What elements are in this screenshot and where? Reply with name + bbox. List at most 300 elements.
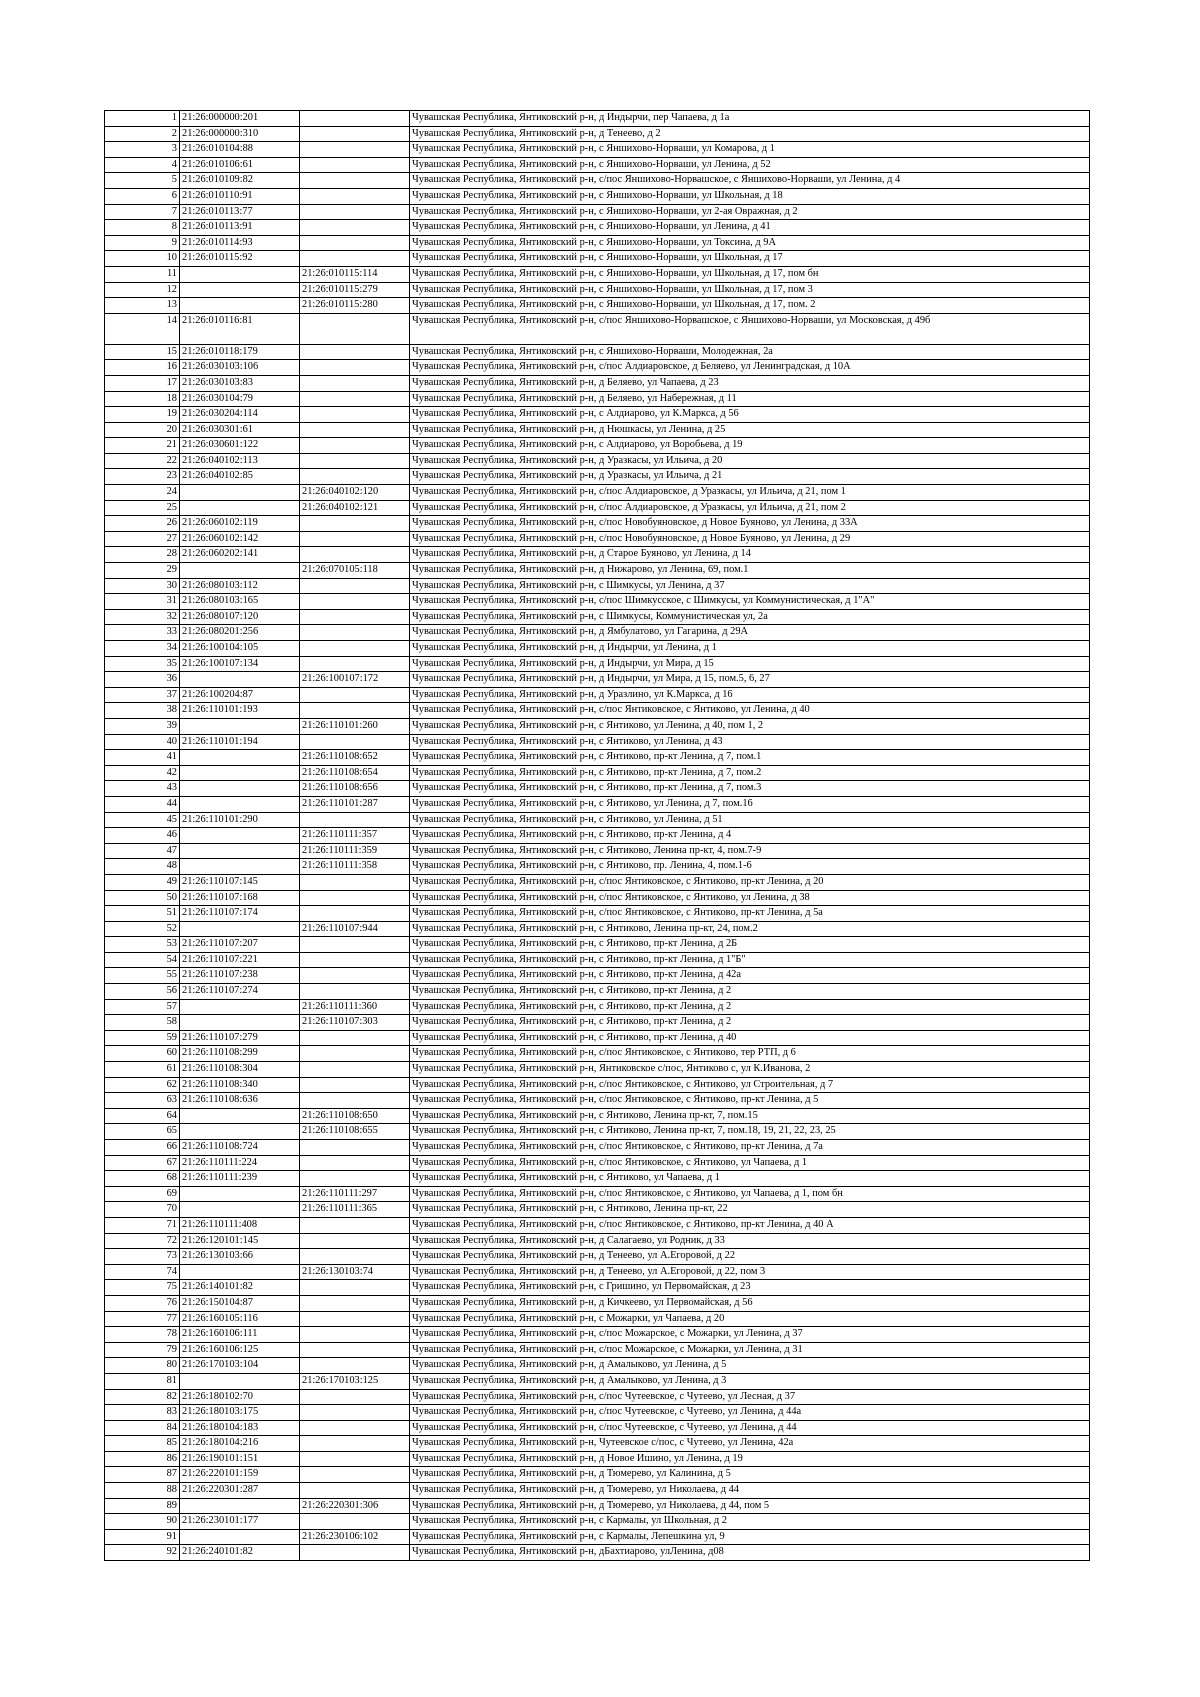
address-cell: [410, 656, 1090, 672]
address-cell: [410, 251, 1090, 267]
premises-cadastral-number-cell: [300, 142, 410, 158]
address-prefix: Чувашская Республика, Янтиковский р-н,: [412, 408, 599, 420]
address-text: с Яншихово-Норваши, ул Токсина, д 9А: [598, 236, 776, 248]
premises-cadastral-number-cell: [300, 1327, 410, 1343]
address-text: с Алдиарово, ул Воробьева, д 19: [598, 439, 743, 451]
address-prefix: Чувашская Республика, Янтиковский р-н,: [412, 985, 599, 997]
premises-cadastral-number-cell: [300, 1420, 410, 1436]
address-text: с/пос Янтиковское, с Янтиково, ул Ленина, д 40: [598, 704, 810, 716]
address-text: Чутеевское с/пос, с Чутеево, ул Ленина, 42а: [598, 1437, 794, 1449]
address-cell: [410, 734, 1090, 750]
table-row: [105, 111, 1090, 127]
address-prefix: Чувашская Республика, Янтиковский р-н,: [412, 1359, 599, 1371]
row-number-cell: 72: [105, 1233, 180, 1249]
premises-cadastral-number-cell: 21:26:040102:121: [300, 500, 410, 516]
address-cell: [410, 1155, 1090, 1171]
premises-cadastral-number-cell: [300, 516, 410, 532]
address-cell: [410, 952, 1090, 968]
address-text: с/пос Янтиковское, с Янтиково, пр-кт Ленина, д 7а: [598, 1141, 823, 1152]
address-cell: [410, 1467, 1090, 1483]
cadastral-number-cell: 21:26:110108:636: [180, 1093, 300, 1109]
premises-cadastral-number-cell: [300, 1062, 410, 1078]
address-cell: [410, 641, 1090, 657]
address-text: с Янтиково, пр-кт Ленина, д 7, пом.3: [598, 782, 762, 794]
address-cell: [410, 1093, 1090, 1109]
table-row: [105, 157, 1090, 173]
table-row: [105, 360, 1090, 376]
premises-cadastral-number-cell: [300, 968, 410, 984]
cadastral-number-cell: 21:26:110111:224: [180, 1155, 300, 1171]
row-number-cell: 43: [105, 781, 180, 797]
cadastral-number-cell: 21:26:110101:194: [180, 734, 300, 750]
premises-cadastral-number-cell: [300, 313, 410, 344]
address-prefix: Чувашская Республика, Янтиковский р-н,: [412, 548, 599, 560]
cadastral-number-cell: 21:26:130103:66: [180, 1249, 300, 1265]
cadastral-number-cell: 21:26:110111:408: [180, 1217, 300, 1233]
table-row: [105, 1233, 1090, 1249]
table-row: [105, 344, 1090, 360]
cadastral-number-cell: 21:26:110108:724: [180, 1140, 300, 1156]
address-cell: [410, 1327, 1090, 1343]
cadastral-number-cell: 21:26:140101:82: [180, 1280, 300, 1296]
premises-cadastral-number-cell: [300, 874, 410, 890]
address-cell: [410, 609, 1090, 625]
address-text: д Беляево, ул Набережная, д 11: [598, 392, 737, 404]
address-cell: [410, 968, 1090, 984]
address-cell: [410, 157, 1090, 173]
cadastral-number-cell: 21:26:230101:177: [180, 1514, 300, 1530]
cadastral-number-cell: [180, 485, 300, 501]
address-cell: [410, 1264, 1090, 1280]
row-number-cell: 65: [105, 1124, 180, 1140]
table-row: [105, 282, 1090, 298]
cadastral-number-cell: [180, 1202, 300, 1218]
address-cell: [410, 906, 1090, 922]
address-prefix: Чувашская Республика, Янтиковский р-н,: [412, 314, 599, 326]
address-cell: [410, 984, 1090, 1000]
premises-cadastral-number-cell: [300, 157, 410, 173]
premises-cadastral-number-cell: [300, 438, 410, 454]
premises-cadastral-number-cell: 21:26:110101:260: [300, 718, 410, 734]
row-number-cell: 88: [105, 1483, 180, 1499]
row-number-cell: 5: [105, 173, 180, 189]
row-number-cell: 41: [105, 750, 180, 766]
premises-cadastral-number-cell: 21:26:100107:172: [300, 672, 410, 688]
address-cell: [410, 1077, 1090, 1093]
address-cell: [410, 1545, 1090, 1561]
table-row: [105, 1436, 1090, 1452]
address-text: с Кармалы, ул Школьная, д 2: [598, 1515, 727, 1527]
premises-cadastral-number-cell: [300, 890, 410, 906]
address-text: д Тюмерево, ул Николаева, д 44: [598, 1484, 739, 1496]
cadastral-number-cell: 21:26:110107:221: [180, 952, 300, 968]
address-prefix: Чувашская Республика, Янтиковский р-н,: [412, 1156, 599, 1168]
cadastral-number-cell: [180, 500, 300, 516]
table-row: [105, 188, 1090, 204]
address-prefix: Чувашская Республика, Янтиковский р-н,: [412, 907, 599, 919]
table-row: [105, 1093, 1090, 1109]
row-number-cell: 76: [105, 1295, 180, 1311]
premises-cadastral-number-cell: [300, 375, 410, 391]
address-prefix: Чувашская Республика, Янтиковский р-н,: [412, 766, 599, 778]
table-row: [105, 641, 1090, 657]
premises-cadastral-number-cell: [300, 937, 410, 953]
cadastral-number-cell: [180, 1529, 300, 1545]
address-prefix: Чувашская Республика, Янтиковский р-н,: [412, 423, 599, 435]
address-prefix: Чувашская Республика, Янтиковский р-н,: [412, 860, 599, 872]
cadastral-number-cell: 21:26:180104:183: [180, 1420, 300, 1436]
row-number-cell: 83: [105, 1405, 180, 1421]
address-cell: [410, 1451, 1090, 1467]
row-number-cell: 45: [105, 812, 180, 828]
address-cell: [410, 375, 1090, 391]
address-prefix: Чувашская Республика, Янтиковский р-н,: [412, 1328, 599, 1340]
table-row: [105, 531, 1090, 547]
premises-cadastral-number-cell: [300, 360, 410, 376]
address-cell: [410, 1311, 1090, 1327]
cadastral-number-cell: 21:26:110107:168: [180, 890, 300, 906]
premises-cadastral-number-cell: [300, 173, 410, 189]
row-number-cell: 51: [105, 906, 180, 922]
cadastral-number-cell: 21:26:100107:134: [180, 656, 300, 672]
address-cell: [410, 1358, 1090, 1374]
premises-cadastral-number-cell: [300, 812, 410, 828]
premises-cadastral-number-cell: [300, 952, 410, 968]
address-text: с/пос Яншихово-Норвашское, с Яншихово-Норваши, ул Московская, д 49б: [598, 314, 931, 326]
cadastral-number-cell: [180, 1186, 300, 1202]
address-prefix: Чувашская Республика, Янтиковский р-н,: [412, 1437, 599, 1449]
address-prefix: Чувашская Республика, Янтиковский р-н,: [412, 174, 599, 186]
address-prefix: Чувашская Республика, Янтиковский р-н,: [412, 1141, 599, 1152]
address-text: с Янтиково, ул Ленина, д 40, пом 1, 2: [598, 719, 764, 731]
address-cell: [410, 750, 1090, 766]
address-prefix: Чувашская Республика, Янтиковский р-н,: [412, 1203, 599, 1215]
address-cell: [410, 313, 1090, 344]
address-text: с Янтиково, Ленина пр-кт, 4, пом.7-9: [598, 844, 762, 856]
row-number-cell: 25: [105, 500, 180, 516]
table-row: [105, 594, 1090, 610]
cadastral-number-cell: 21:26:110111:239: [180, 1171, 300, 1187]
address-cell: [410, 687, 1090, 703]
premises-cadastral-number-cell: [300, 1436, 410, 1452]
premises-cadastral-number-cell: 21:26:110101:287: [300, 796, 410, 812]
premises-cadastral-number-cell: [300, 111, 410, 127]
row-number-cell: 80: [105, 1358, 180, 1374]
row-number-cell: 15: [105, 344, 180, 360]
row-number-cell: 60: [105, 1046, 180, 1062]
row-number-cell: 68: [105, 1171, 180, 1187]
address-prefix: Чувашская Республика, Янтиковский р-н,: [412, 127, 599, 139]
premises-cadastral-number-cell: [300, 656, 410, 672]
premises-cadastral-number-cell: [300, 625, 410, 641]
row-number-cell: 84: [105, 1420, 180, 1436]
row-number-cell: 71: [105, 1217, 180, 1233]
address-cell: [410, 999, 1090, 1015]
address-cell: [410, 765, 1090, 781]
premises-cadastral-number-cell: 21:26:010115:279: [300, 282, 410, 298]
address-prefix: Чувашская Республика, Янтиковский р-н,: [412, 501, 599, 513]
row-number-cell: 26: [105, 516, 180, 532]
premises-cadastral-number-cell: [300, 547, 410, 563]
address-prefix: Чувашская Республика, Янтиковский р-н,: [412, 1374, 599, 1386]
address-cell: [410, 1015, 1090, 1031]
address-text: с Янтиково, ул Ленина, д 7, пом.16: [598, 797, 753, 809]
address-prefix: Чувашская Республика, Янтиковский р-н,: [412, 844, 599, 856]
address-text: с Янтиково, пр-кт Ленина, д 1"Б": [598, 953, 746, 965]
address-text: с Янтиково, пр-кт Ленина, д 4: [598, 829, 732, 841]
address-cell: [410, 173, 1090, 189]
cadastral-number-cell: 21:26:110107:145: [180, 874, 300, 890]
cadastral-number-cell: [180, 1373, 300, 1389]
cadastral-number-cell: 21:26:110101:193: [180, 703, 300, 719]
cadastral-number-cell: 21:26:100104:105: [180, 641, 300, 657]
address-text: д Тенеево, д 2: [598, 127, 661, 139]
table-row: [105, 1311, 1090, 1327]
address-prefix: Чувашская Республика, Янтиковский р-н,: [412, 1250, 599, 1262]
cadastral-number-cell: [180, 999, 300, 1015]
row-number-cell: 27: [105, 531, 180, 547]
row-number-cell: 19: [105, 407, 180, 423]
address-prefix: Чувашская Республика, Янтиковский р-н,: [412, 1281, 599, 1293]
cadastral-number-cell: 21:26:110101:290: [180, 812, 300, 828]
address-prefix: Чувашская Республика, Янтиковский р-н,: [412, 1234, 599, 1246]
address-text: с/пос Янтиковское, с Янтиково, тер РТП, д 6: [598, 1047, 796, 1059]
row-number-cell: 92: [105, 1545, 180, 1561]
cadastral-number-cell: 21:26:030301:61: [180, 422, 300, 438]
address-prefix: Чувашская Республика, Янтиковский р-н,: [412, 1094, 599, 1106]
address-prefix: Чувашская Республика, Янтиковский р-н,: [412, 252, 599, 264]
address-cell: [410, 235, 1090, 251]
premises-cadastral-number-cell: [300, 703, 410, 719]
address-prefix: Чувашская Республика, Янтиковский р-н,: [412, 1218, 599, 1230]
address-prefix: Чувашская Республика, Янтиковский р-н,: [412, 595, 599, 607]
address-cell: [410, 1186, 1090, 1202]
address-text: д Тюмерево, ул Николаева, д 44, пом 5: [598, 1499, 770, 1511]
table-row: [105, 952, 1090, 968]
cadastral-number-cell: [180, 266, 300, 282]
address-text: с Янтиково, ул Ленина, д 51: [598, 813, 723, 825]
table-row: [105, 812, 1090, 828]
premises-cadastral-number-cell: [300, 344, 410, 360]
row-number-cell: 9: [105, 235, 180, 251]
address-text: с Янтиково, пр-кт Ленина, д 7, пом.1: [598, 751, 762, 763]
premises-cadastral-number-cell: 21:26:110111:365: [300, 1202, 410, 1218]
row-number-cell: 48: [105, 859, 180, 875]
cadastral-number-cell: 21:26:220101:159: [180, 1467, 300, 1483]
cadastral-number-cell: 21:26:110108:299: [180, 1046, 300, 1062]
address-prefix: Чувашская Республика, Янтиковский р-н,: [412, 267, 599, 279]
row-number-cell: 81: [105, 1373, 180, 1389]
cadastral-number-cell: 21:26:040102:113: [180, 453, 300, 469]
address-text: с/пос Янтиковское, с Янтиково, пр-кт Ленина, д 40 А: [598, 1218, 834, 1230]
row-number-cell: 33: [105, 625, 180, 641]
address-prefix: Чувашская Республика, Янтиковский р-н,: [412, 1343, 599, 1355]
row-number-cell: 24: [105, 485, 180, 501]
address-text: дБахтиарово, улЛенина, д08: [598, 1546, 724, 1558]
table-row: [105, 469, 1090, 485]
table-row: [105, 251, 1090, 267]
address-prefix: Чувашская Республика, Янтиковский р-н,: [412, 829, 599, 841]
address-text: с Янтиково, Ленина пр-кт, 7, пом.18, 19, 21, 22, 23, 25: [598, 1125, 836, 1137]
row-number-cell: 8: [105, 220, 180, 236]
cadastral-number-cell: 21:26:110107:274: [180, 984, 300, 1000]
address-text: д Тюмерево, ул Калинина, д 5: [598, 1468, 731, 1480]
table-row: [105, 937, 1090, 953]
table-row: [105, 1389, 1090, 1405]
address-text: с Яншихово-Норваши, Молодежная, 2а: [598, 345, 773, 357]
premises-cadastral-number-cell: [300, 1358, 410, 1374]
row-number-cell: 46: [105, 828, 180, 844]
cadastral-number-cell: 21:26:190101:151: [180, 1451, 300, 1467]
address-cell: [410, 781, 1090, 797]
cadastral-number-cell: 21:26:010109:82: [180, 173, 300, 189]
premises-cadastral-number-cell: [300, 391, 410, 407]
address-cell: [410, 453, 1090, 469]
table-row: [105, 375, 1090, 391]
row-number-cell: 64: [105, 1108, 180, 1124]
row-number-cell: 85: [105, 1436, 180, 1452]
address-text: с Яншихово-Норваши, ул 2-ая Овражная, д 2: [598, 205, 798, 217]
cadastral-number-cell: [180, 1498, 300, 1514]
address-text: д Новое Ишино, ул Ленина, д 19: [598, 1452, 743, 1464]
row-number-cell: 75: [105, 1280, 180, 1296]
address-text: д Нюшкасы, ул Ленина, д 25: [598, 423, 726, 435]
cadastral-number-cell: 21:26:160106:125: [180, 1342, 300, 1358]
row-number-cell: 14: [105, 313, 180, 344]
address-prefix: Чувашская Республика, Янтиковский р-н,: [412, 1187, 599, 1199]
row-number-cell: 47: [105, 843, 180, 859]
table-row: [105, 1514, 1090, 1530]
address-prefix: Чувашская Республика, Янтиковский р-н,: [412, 1406, 599, 1418]
address-cell: [410, 298, 1090, 314]
row-number-cell: 86: [105, 1451, 180, 1467]
address-text: с/пос Можарское, с Можарки, ул Ленина, д 31: [598, 1343, 803, 1355]
address-cell: [410, 1062, 1090, 1078]
cadastral-number-cell: 21:26:220301:287: [180, 1483, 300, 1499]
address-text: с/пос Янтиковское, с Янтиково, ул Чапаева, д 1: [598, 1156, 808, 1168]
row-number-cell: 21: [105, 438, 180, 454]
cadastral-number-cell: 21:26:000000:201: [180, 111, 300, 127]
table-row: [105, 453, 1090, 469]
table-row: [105, 1295, 1090, 1311]
row-number-cell: 6: [105, 188, 180, 204]
row-number-cell: 39: [105, 718, 180, 734]
premises-cadastral-number-cell: 21:26:040102:120: [300, 485, 410, 501]
row-number-cell: 44: [105, 796, 180, 812]
premises-cadastral-number-cell: 21:26:110111:359: [300, 843, 410, 859]
address-cell: [410, 1529, 1090, 1545]
row-number-cell: 23: [105, 469, 180, 485]
row-number-cell: 82: [105, 1389, 180, 1405]
address-prefix: Чувашская Республика, Янтиковский р-н,: [412, 579, 599, 591]
table-row: [105, 438, 1090, 454]
address-cell: [410, 282, 1090, 298]
address-prefix: Чувашская Республика, Янтиковский р-н,: [412, 532, 599, 544]
address-prefix: Чувашская Республика, Янтиковский р-н,: [412, 1031, 599, 1043]
cadastral-number-cell: [180, 563, 300, 579]
address-cell: [410, 422, 1090, 438]
address-cell: [410, 703, 1090, 719]
address-cell: [410, 391, 1090, 407]
address-text: с Янтиково, Ленина пр-кт, 22: [598, 1203, 728, 1215]
premises-cadastral-number-cell: [300, 1389, 410, 1405]
table-row: [105, 391, 1090, 407]
address-text: с Янтиково, пр. Ленина, 4, пом.1-6: [598, 860, 752, 872]
address-prefix: Чувашская Республика, Янтиковский р-н,: [412, 376, 599, 388]
table-row: [105, 1451, 1090, 1467]
table-row: [105, 422, 1090, 438]
premises-cadastral-number-cell: 21:26:110107:303: [300, 1015, 410, 1031]
address-cell: [410, 547, 1090, 563]
table-row: [105, 1046, 1090, 1062]
address-prefix: Чувашская Республика, Янтиковский р-н,: [412, 782, 599, 794]
row-number-cell: 17: [105, 375, 180, 391]
row-number-cell: 54: [105, 952, 180, 968]
table-row: [105, 1124, 1090, 1140]
address-text: с Янтиково, пр-кт Ленина, д 2: [598, 985, 732, 997]
premises-cadastral-number-cell: 21:26:110111:297: [300, 1186, 410, 1202]
address-text: с/пос Янтиковское, с Янтиково, пр-кт Ленина, д 5а: [598, 907, 823, 919]
table-row: [105, 890, 1090, 906]
address-cell: [410, 1389, 1090, 1405]
premises-cadastral-number-cell: [300, 1140, 410, 1156]
table-row: [105, 843, 1090, 859]
cadastral-number-cell: [180, 718, 300, 734]
cadastral-number-cell: [180, 1124, 300, 1140]
address-cell: [410, 531, 1090, 547]
row-number-cell: 74: [105, 1264, 180, 1280]
address-text: д Беляево, ул Чапаева, д 23: [598, 376, 719, 388]
premises-cadastral-number-cell: [300, 594, 410, 610]
address-text: д Нижарово, ул Ленина, 69, пом.1: [598, 564, 749, 576]
address-cell: [410, 890, 1090, 906]
address-text: с Шимкусы, Коммунистическая ул, 2а: [598, 610, 768, 622]
address-prefix: Чувашская Республика, Янтиковский р-н,: [412, 1109, 599, 1121]
premises-cadastral-number-cell: 21:26:110111:357: [300, 828, 410, 844]
premises-cadastral-number-cell: 21:26:110108:656: [300, 781, 410, 797]
address-text: д Кичкеево, ул Первомайская, д 56: [598, 1296, 753, 1308]
cadastral-number-cell: 21:26:180103:175: [180, 1405, 300, 1421]
address-text: с Яншихово-Норваши, ул Школьная, д 17, пом бн: [598, 267, 819, 279]
row-number-cell: 40: [105, 734, 180, 750]
table-row: [105, 1062, 1090, 1078]
row-number-cell: 18: [105, 391, 180, 407]
row-number-cell: 30: [105, 578, 180, 594]
table-row: [105, 906, 1090, 922]
cadastral-number-cell: 21:26:160105:116: [180, 1311, 300, 1327]
address-cell: [410, 360, 1090, 376]
address-prefix: Чувашская Республика, Янтиковский р-н,: [412, 626, 599, 638]
row-number-cell: 63: [105, 1093, 180, 1109]
address-prefix: Чувашская Республика, Янтиковский р-н,: [412, 1421, 599, 1433]
table-row: [105, 407, 1090, 423]
table-row: [105, 1249, 1090, 1265]
table-row: [105, 235, 1090, 251]
cadastral-number-cell: 21:26:010114:93: [180, 235, 300, 251]
table-row: [105, 313, 1090, 344]
premises-cadastral-number-cell: [300, 1514, 410, 1530]
cadastral-number-cell: 21:26:060102:119: [180, 516, 300, 532]
row-number-cell: 38: [105, 703, 180, 719]
address-prefix: Чувашская Республика, Янтиковский р-н,: [412, 953, 599, 965]
table-row: [105, 1155, 1090, 1171]
cadastral-number-cell: [180, 859, 300, 875]
address-text: с Янтиково, ул Ленина, д 43: [598, 735, 723, 747]
address-text: с Яншихово-Норваши, ул Ленина, д 41: [598, 221, 771, 233]
row-number-cell: 32: [105, 609, 180, 625]
address-text: с Янтиково, пр-кт Ленина, д 40: [598, 1031, 737, 1043]
address-cell: [410, 796, 1090, 812]
